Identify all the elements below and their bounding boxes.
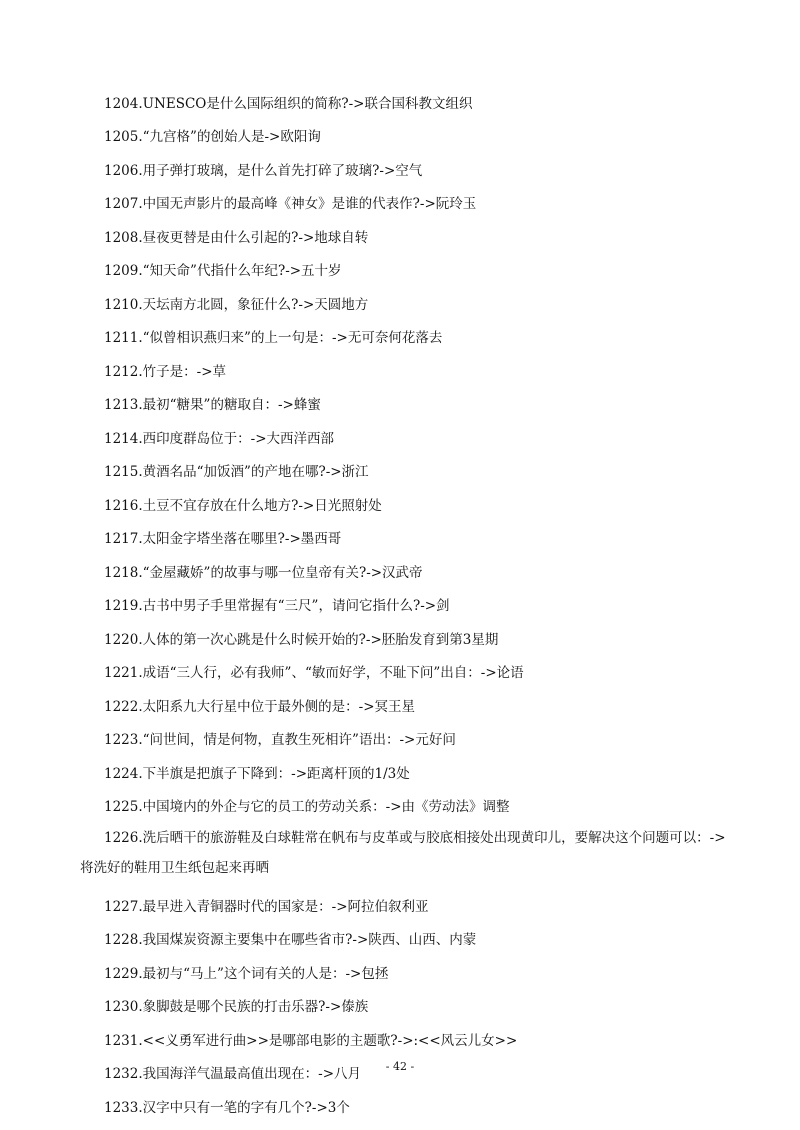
qa-item-1209: 1209.“知天命”代指什么年纪?->五十岁: [104, 263, 342, 279]
qa-item-1226: 1226.洗后晒干的旅游鞋及白球鞋常在帆布与皮革或与胶底相接处出现黄印儿，要解决这个问题可以：->将洗好的鞋用卫生纸包起来再晒: [80, 830, 726, 876]
qa-item-1204: 1204.UNESCO是什么国际组织的简称?->联合国科教文组织: [104, 95, 473, 112]
qa-item-1212: 1212.竹子是：->草: [104, 363, 227, 380]
qa-item-1224: 1224.下半旗是把旗子下降到：->距离杆顶的1/3处: [104, 765, 410, 782]
qa-item-1213: 1213.最初“糖果”的糖取自：->蜂蜜: [104, 397, 321, 413]
qa-item-1205: 1205.“九宫格”的创始人是->欧阳询: [104, 129, 321, 145]
qa-item-1207: 1207.中国无声影片的最高峰《神女》是谁的代表作?->阮玲玉: [104, 196, 477, 212]
qa-item-1216: 1216.土豆不宜存放在什么地方?->日光照射处: [104, 497, 382, 514]
qa-item-1223: 1223.“问世间，情是何物，直教生死相许”语出：->元好问: [104, 732, 456, 748]
qa-item-1227: 1227.最早进入青铜器时代的国家是：->阿拉伯叙利亚: [104, 898, 429, 915]
qa-item-1222: 1222.太阳系九大行星中位于最外侧的是：->冥王星: [104, 698, 416, 715]
qa-item-1230: 1230.象脚鼓是哪个民族的打击乐器?->傣族: [104, 999, 369, 1015]
qa-item-1231: 1231.<<义勇军进行曲>>是哪部电影的主题歌?->:<<风云儿女>>: [104, 1032, 518, 1049]
qa-item-1229: 1229.最初与“马上”这个词有关的人是：->包拯: [104, 965, 389, 982]
qa-item-1217: 1217.太阳金字塔坐落在哪里?->墨西哥: [104, 531, 342, 547]
qa-item-1233: 1233.汉字中只有一笔的字有几个?->3个: [104, 1099, 350, 1116]
qa-list: [80, 80, 730, 1129]
qa-item-1225: 1225.中国境内的外企与它的员工的劳动关系：->由《劳动法》调整: [104, 799, 510, 815]
qa-item-1228: 1228.我国煤炭资源主要集中在哪些省市?->陕西、山西、内蒙: [104, 932, 477, 948]
qa-item-1210: 1210.天坛南方北圆，象征什么?->天圆地方: [104, 296, 369, 313]
qa-item-1219: 1219.古书中男子手里常握有“三尺”，请问它指什么?->剑: [104, 598, 450, 614]
qa-item-1214: 1214.西印度群岛位于：->大西洋西部: [104, 430, 335, 447]
qa-item-1232: 1232.我国海洋气温最高值出现在：->八月: [104, 1066, 362, 1082]
qa-item-1208: 1208.昼夜更替是由什么引起的?->地球自转: [104, 229, 369, 246]
page-number: - 42 -: [385, 1060, 415, 1073]
qa-item-1218: 1218.“金屋藏娇”的故事与哪一位皇帝有关?->汉武帝: [104, 564, 423, 581]
qa-item-1211: 1211.“似曾相识燕归来”的上一句是：->无可奈何花落去: [104, 330, 443, 346]
qa-item-1215: 1215.黄酒名品“加饭酒”的产地在哪?->浙江: [104, 464, 369, 480]
qa-item-1221: 1221.成语“三人行，必有我师”、“敏而好学，不耻下问”出自：->论语: [104, 665, 524, 681]
qa-item-1220: 1220.人体的第一次心跳是什么时候开始的?->胚胎发育到第3星期: [104, 631, 499, 648]
qa-item-1206: 1206.用子弹打玻璃，是什么首先打碎了玻璃?->空气: [104, 162, 423, 179]
